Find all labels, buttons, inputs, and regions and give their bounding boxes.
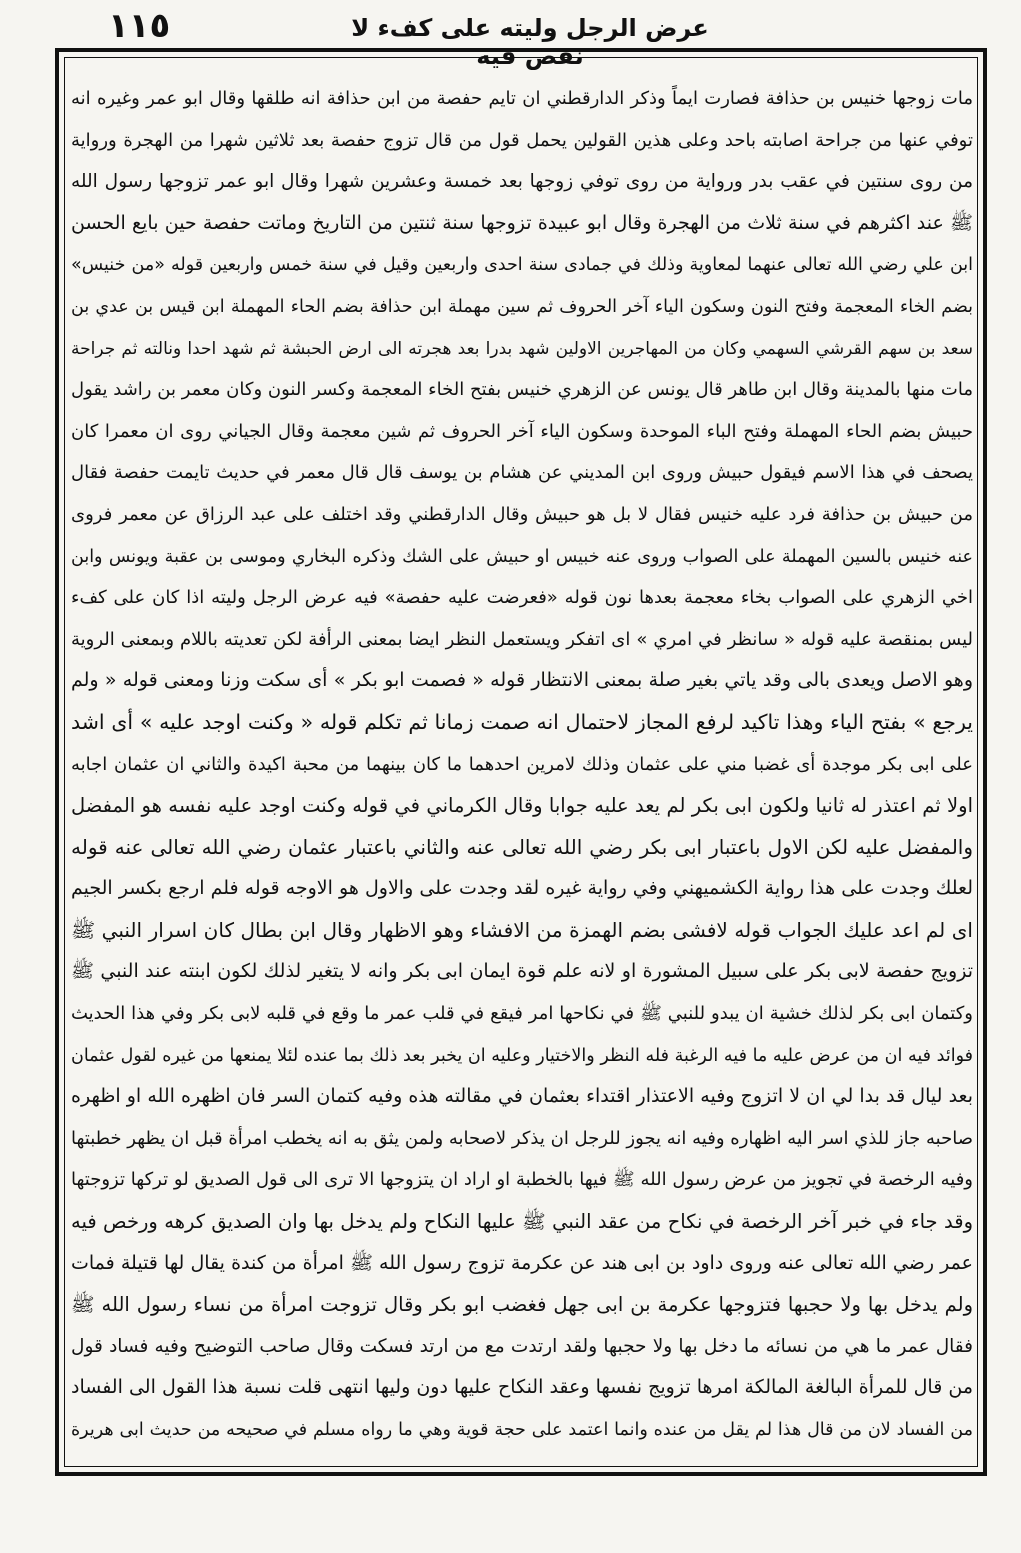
text-line: والمفضل عليه لكن الاول باعتبار ابى بكر رضي الله تعالى عنه والثاني باعتبار عثمان رضي الله تعالى عنه قوله xyxy=(71,834,973,859)
text-line: مات منها بالمدينة وقال ابن طاهر قال يونس عن الزهري خنيس بفتح الخاء المعجمة وكسر النون وكان معمر بن راشد يقول xyxy=(71,379,973,401)
text-line: عنه خنيس بالسين المهملة على الصواب وروى عنه خبيس او حبيش على الشك وذكره البخاري وموسى بن عقبة ويونس وابن xyxy=(71,546,973,567)
text-line: يصحف في هذا الاسم فيقول حبيش وروى ابن المديني عن هشام بن يوسف قال قال معمر في حديث تايمت حفصة فقال xyxy=(71,462,973,484)
text-line: وهو الاصل ويعدى بالى وقد ياتي بغير صلة بمعنى الانتظار قوله « فصمت ابو بكر » أى سكت وزنا ومعنى قوله « ولم xyxy=(71,669,973,692)
text-line: حبيش بضم الحاء المهملة وفتح الباء الموحدة وسكون الياء آخر الحروف ثم شين معجمة وقال الجياني روى ان معمرا كان xyxy=(71,420,973,442)
text-line: تزويج حفصة لابى بكر على سبيل المشورة او لانه علم قوة ايمان ابى بكر وانه لا يتغير لذلك لكون ابنته عند النبي ﷺ xyxy=(71,960,973,983)
text-line: فقال عمر ما هي من نسائه ما دخل بها ولا حجبها ولقد ارتدت مع من ارتد فسكت وقال صاحب التوضيح وفيه فساد قول xyxy=(71,1335,973,1357)
page-frame xyxy=(55,48,987,1476)
text-line: على ابى بكر موجدة أى غضبا مني على عثمان وذلك لامرين احدهما ما كان بينهما من محبة اكيدة والثاني ان عثمان اجابه xyxy=(71,753,973,775)
text-line: وفيه الرخصة في تجويز من عرض رسول الله ﷺ فيها بالخطبة او اراد ان يتزوجها الا ترى الى قول الصديق لو تركها تزوجتها xyxy=(71,1169,973,1191)
text-line: من قال للمرأة البالغة المالكة امرها تزويج نفسها وعقد النكاح عليها دون وليها انتهى قلت نسبة هذا القول الى الفساد xyxy=(71,1376,973,1399)
text-line: بضم الخاء المعجمة وفتح النون وسكون الياء آخر الحروف ثم سين مهملة ابن حذافة بضم الحاء المهملة ابن قيس بن عدي بن xyxy=(71,296,973,317)
text-line: عمر رضي الله تعالى عنه وروى داود بن ابى هند عن عكرمة تزوج رسول الله ﷺ امرأة من كندة يقال لها قتيلة فمات xyxy=(71,1251,973,1274)
text-line: ليس بمنقصة عليه قوله « سانظر في امري » اى اتفكر ويستعمل النظر ايضا بمعنى الرأفة لكن تعديته باللام وبمعنى الروية xyxy=(71,628,973,650)
page-number: ١١٥ xyxy=(108,6,171,46)
text-line: من حبيش بن حذافة فرد عليه خنيس فقال لا بل هو حبيش وقال الدارقطني وقد اختلف على عبد الرزاق عن معمر فروى xyxy=(71,503,973,525)
text-line: من الفساد لان من قال هذا لم يقل من عنده وانما اعتمد على حجة قوية وهي ما رواه مسلم في صحيحه من حديث ابى هريرة xyxy=(71,1420,973,1440)
text-line: بعد ليال قد بدا لي ان لا اتزوج وفيه الاعتذار اقتداء بعثمان في مقالته هذه وفيه كتمان السر فان اظهره الله او اظهره xyxy=(71,1085,973,1108)
text-line: وكتمان ابى بكر لذلك خشية ان يبدو للنبي ﷺ في نكاحها امر فيقع في قلب عمر ما وقع في قلبه لابى بكر وفي هذا الحديث xyxy=(71,1003,973,1025)
text-line: اى لم اعد عليك الجواب قوله لافشى بضم الهمزة من الافشاء وهو الاظهار وقال ابن بطال كان اسرار النبي ﷺ xyxy=(71,917,973,942)
text-line: صاحبه جاز للذي اسر اليه اظهاره وفيه انه يجوز للرجل ان يذكر لاصحابه ولمن يثق به انه يخطب امرأة قبل ان يظهر خطبتها xyxy=(71,1127,973,1149)
text-line: ابن علي رضي الله تعالى عنهما لمعاوية وذلك في جمادى سنة احدى واربعين وقيل في سنة خمس واربعين قوله «من خنيس» xyxy=(71,255,973,276)
text-line: ولم يدخل بها ولا حجبها فتزوجها عكرمة بن ابى جهل فغضب ابو بكر وقال تزوجت امرأة من نساء رسول الله ﷺ xyxy=(71,1293,973,1317)
text-line: فوائد فيه ان من عرض عليه ما فيه الرغبة فله النظر والاختيار وعليه ان يخبر بعد ذلك بما عنده لئلا يمنعها من غيره لقول عثمان xyxy=(71,1045,973,1066)
body-text xyxy=(71,78,973,1451)
running-title: عرض الرجل وليته على كفء لا نقص فيه xyxy=(351,14,709,70)
text-line: اولا ثم اعتذر له ثانيا ولكون ابى بكر لم يعد عليه جوابا وقال الكرماني في قوله وكنت اوجد عليه نفسه هو المفضل xyxy=(71,794,973,818)
text-line: من روى سنتين في عقب بدر ورواية من روى توفي زوجها بعد خمسة وعشرين شهرا وقال ابو عمر تزوجها رسول الله xyxy=(71,171,973,193)
text-line: مات زوجها خنيس بن حذافة فصارت ايماً وذكر الدارقطني ان تايم حفصة من ابن حذافة انه طلقها وقال ابو عمر وغيره انه xyxy=(71,88,973,109)
text-line: لعلك وجدت على هذا رواية الكشميهني وفي رواية غيره لقد وجدت على والاول هو الاوجه قوله فلم ارجع بكسر الجيم xyxy=(71,877,973,900)
text-line: وقد جاء في خبر آخر الرخصة في نكاح من عقد النبي ﷺ عليها النكاح ولم يدخل بها وان الصديق كرهه ورخص فيه xyxy=(71,1210,973,1234)
text-line: يرجع » بفتح الياء وهذا تاكيد لرفع المجاز لاحتمال انه صمت زمانا ثم تكلم قوله « وكنت اوجد عليه » أى اشد xyxy=(71,709,973,734)
text-line: سعد بن سهم القرشي السهمي وكان من المهاجرين الاولين شهد بدرا بعد هجرته الى ارض الحبشة ثم شهد احدا ونالته ثم جراحة xyxy=(71,338,973,359)
text-line: توفي عنها من جراحة اصابته باحد وعلى هذين القولين يحمل قول من قال تزوج حفصة بعد ثلاثين شهرا من الهجرة ورواية xyxy=(71,129,973,151)
text-line: اخي الزهري على الصواب بخاء معجمة بعدها نون قوله «فعرضت عليه حفصة» فيه عرض الرجل وليته اذا كان على كفء xyxy=(71,587,973,609)
text-line: ﷺ عند اكثرهم في سنة ثلاث من الهجرة وقال ابو عبيدة تزوجها سنة ثنتين من التاريخ وماتت حفصة حين بايع الحسن xyxy=(71,211,973,234)
